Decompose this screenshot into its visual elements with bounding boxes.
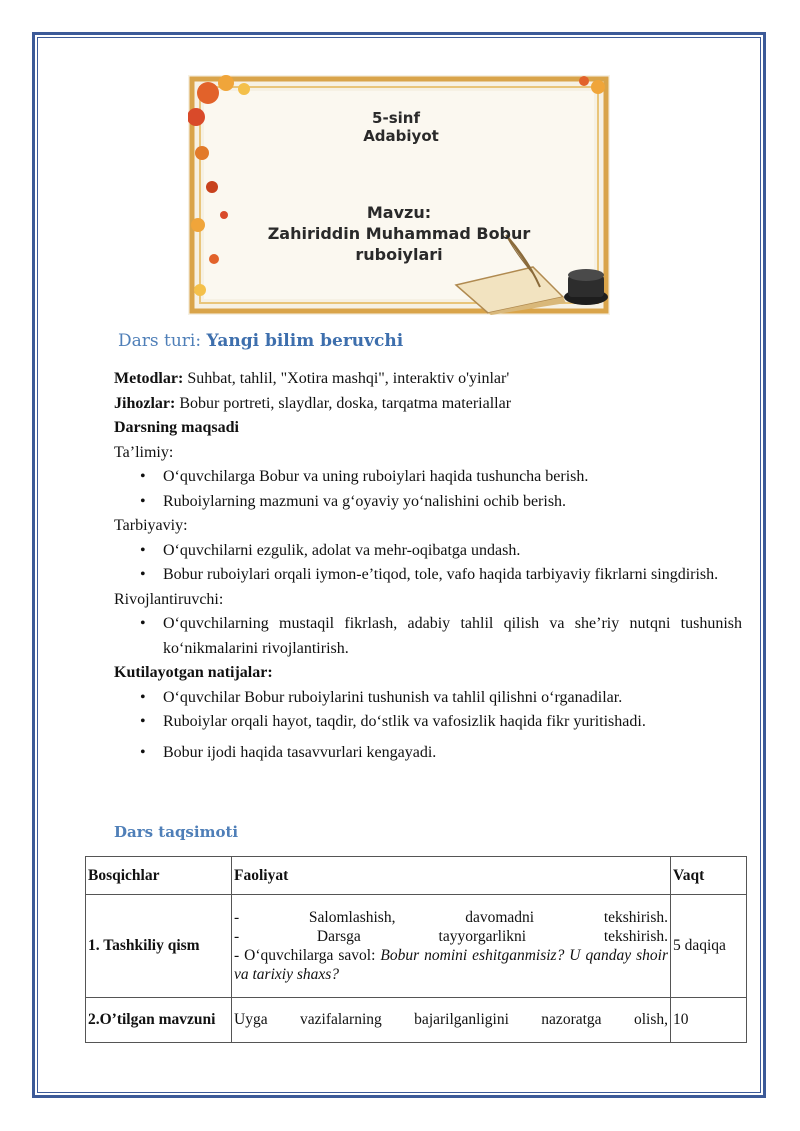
- list-item: • O‘quvchilarga Bobur va uning ruboiylari haqida tushuncha berish.: [114, 465, 742, 490]
- stage-cell: 2.O’tilgan mavzuni: [86, 998, 232, 1043]
- lesson-banner: [188, 75, 610, 315]
- educational-list: [114, 465, 742, 514]
- banner-topic-line1: Zahiriddin Muhammad Bobur: [267, 224, 531, 243]
- schedule-title: Dars taqsimoti: [114, 823, 239, 841]
- developmental-list: [114, 612, 742, 661]
- banner-topic-line2: ruboiylari: [355, 245, 443, 264]
- methods-value: Suhbat, tahlil, "Xotira mashqi", interaktiv o'yinlar': [183, 370, 510, 387]
- list-item: • O‘quvchilarni ezgulik, adolat va mehr-oqibatga undash.: [114, 539, 742, 564]
- educational-label: Ta’limiy:: [114, 443, 174, 461]
- stage-cell: 1. Tashkiliy qism: [86, 895, 232, 998]
- header-activity: Faoliyat: [232, 857, 671, 895]
- lesson-content: [114, 367, 742, 765]
- list-item: • O‘quvchilarning mustaqil fikrlash, adabiy tahlil qilish va she’riy nutqni tushunish ko‘nikmalarini rivojlantirish.: [114, 612, 742, 661]
- banner-grade: 5-sinf: [372, 109, 420, 127]
- list-item: • Bobur ruboiylari orqali iymon-e’tiqod, tole, vafo haqida tarbiyaviy fikrlarni singdirish.: [114, 563, 742, 588]
- header-time: Vaqt: [671, 857, 747, 895]
- activity-cell: Uyga vazifalarning bajarilganligini nazoratga olish,: [232, 998, 671, 1043]
- table-row: [86, 998, 747, 1043]
- table-header-row: [86, 857, 747, 895]
- header-stage: Bosqichlar: [86, 857, 232, 895]
- methods-line: [114, 367, 742, 392]
- lesson-type-label: Dars turi:: [118, 331, 202, 351]
- banner-subject: Adabiyot: [363, 127, 439, 145]
- developmental-label: Rivojlantiruvchi:: [114, 590, 224, 608]
- list-item: • O‘quvchilar Bobur ruboiylarini tushunish va tahlil qilishni o‘rganadilar.: [114, 686, 742, 711]
- equipment-line: [114, 392, 742, 417]
- outcomes-label: Kutilayotgan natijalar:: [114, 664, 273, 681]
- equipment-label: Jihozlar:: [114, 394, 176, 412]
- time-cell: 10: [671, 998, 747, 1043]
- lesson-type: [118, 331, 403, 351]
- list-item: • Bobur ijodi haqida tasavvurlari kengayadi.: [114, 741, 742, 766]
- goal-heading: Darsning maqsadi: [114, 419, 239, 436]
- methods-label: Metodlar:: [114, 370, 184, 387]
- banner-topic-label: Mavzu:: [366, 203, 432, 222]
- time-cell: 5 daqiqa: [671, 895, 747, 998]
- activity-line: - O‘quvchilarga savol: Bobur nomini eshitganmisiz? U qanday shoir va tarixiy shaxs?: [234, 947, 668, 983]
- equipment-value: Bobur portreti, slaydlar, doska, tarqatma materiallar: [175, 394, 512, 412]
- lesson-type-value: Yangi bilim beruvchi: [206, 331, 404, 351]
- list-item: • Ruboiylar orqali hayot, taqdir, do‘stlik va vafosizlik haqida fikr yuritishadi.: [114, 710, 742, 735]
- list-item: • Ruboiylarning mazmuni va g‘oyaviy yo‘nalishini ochib berish.: [114, 490, 742, 515]
- activity-question: Bobur nomini eshitganmisiz? U qanday shoir va tarixiy shaxs?: [234, 947, 668, 983]
- activity-line: - Darsga tayyorgarlikni tekshirish.: [234, 928, 668, 945]
- outcomes-list: [114, 686, 742, 766]
- table-row: [86, 895, 747, 998]
- schedule-table: [85, 856, 747, 1043]
- activity-line: - Salomlashish, davomadni tekshirish.: [234, 909, 668, 926]
- activity-cell: [232, 895, 671, 998]
- upbringing-list: [114, 539, 742, 588]
- upbringing-label: Tarbiyaviy:: [114, 517, 188, 534]
